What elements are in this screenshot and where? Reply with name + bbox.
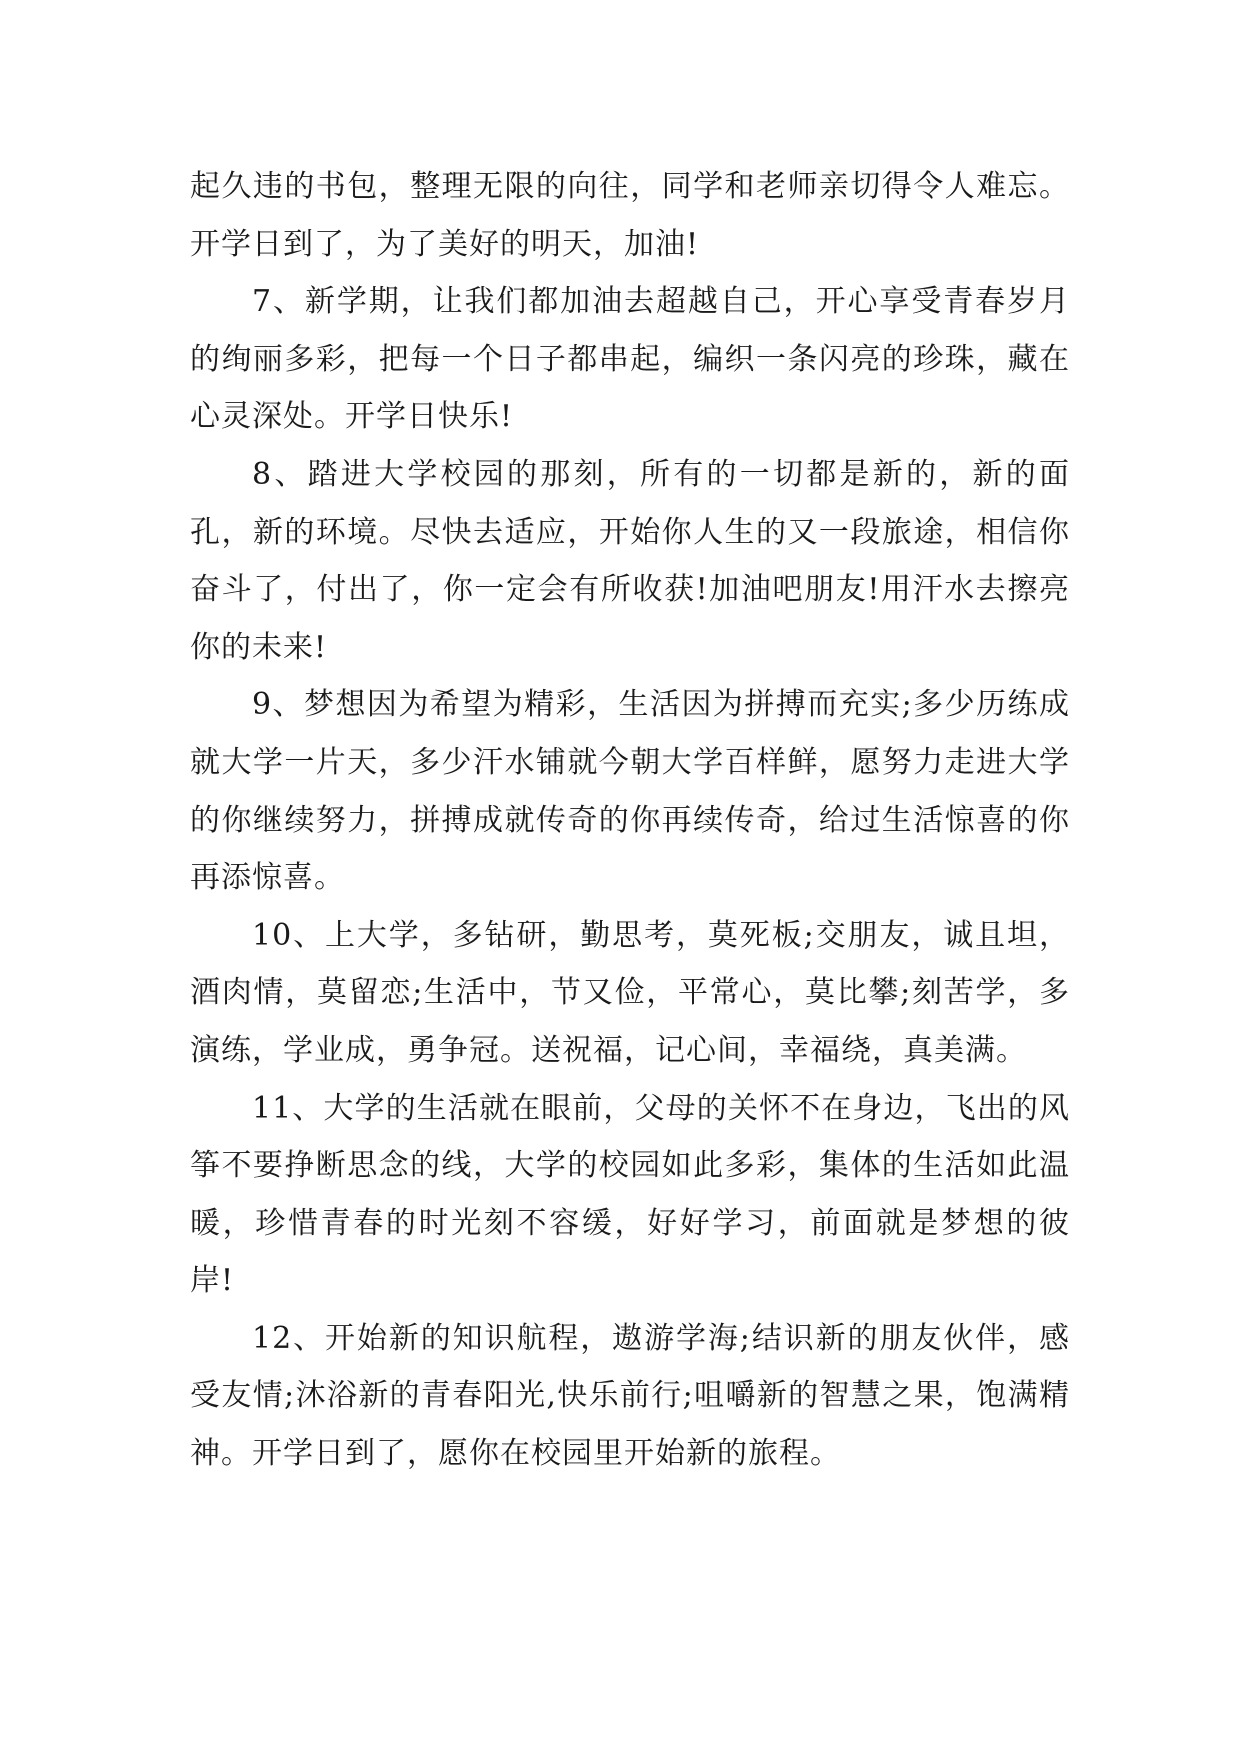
paragraph-12: 12、开始新的知识航程，遨游学海;结识新的朋友伙伴，感受友情;沐浴新的青春阳光,快乐前行;咀嚼新的智慧之果，饱满精神。开学日到了，愿你在校园里开始新的旅程。 xyxy=(190,1320,1070,1472)
paragraph-11: 11、大学的生活就在眼前，父母的关怀不在身边，飞出的风筝不要挣断思念的线，大学的校园如此多彩，集体的生活如此温暖，珍惜青春的时光刻不容缓，好好学习，前面就是梦想的彼岸! xyxy=(190,1090,1070,1299)
paragraph-7: 7、新学期，让我们都加油去超越自己，开心享受青春岁月的绚丽多彩，把每一个日子都串起，编织一条闪亮的珍珠，藏在心灵深处。开学日快乐! xyxy=(190,284,1070,435)
paragraph-8: 8、踏进大学校园的那刻，所有的一切都是新的，新的面孔，新的环境。尽快去适应，开始你人生的又一段旅途，相信你奋斗了，付出了，你一定会有所收获!加油吧朋友!用汗水去擦亮你的未来! xyxy=(190,456,1070,665)
paragraph-10: 10、上大学，多钻研，勤思考，莫死板;交朋友，诚且坦，酒肉情，莫留恋;生活中，节又俭，平常心，莫比攀;刻苦学，多演练，学业成，勇争冠。送祝福，记心间，幸福绕，真美满。 xyxy=(190,917,1070,1068)
paragraph-continued: 起久违的书包，整理无限的向往，同学和老师亲切得令人难忘。开学日到了，为了美好的明天，加油! xyxy=(190,169,1070,262)
paragraph-9: 9、梦想因为希望为精彩，生活因为拼搏而充实;多少历练成就大学一片天，多少汗水铺就今朝大学百样鲜，愿努力走进大学的你继续努力，拼搏成就传奇的你再续传奇，给过生活惊喜的你再添惊喜。 xyxy=(190,687,1070,896)
body-text xyxy=(190,158,1070,1483)
